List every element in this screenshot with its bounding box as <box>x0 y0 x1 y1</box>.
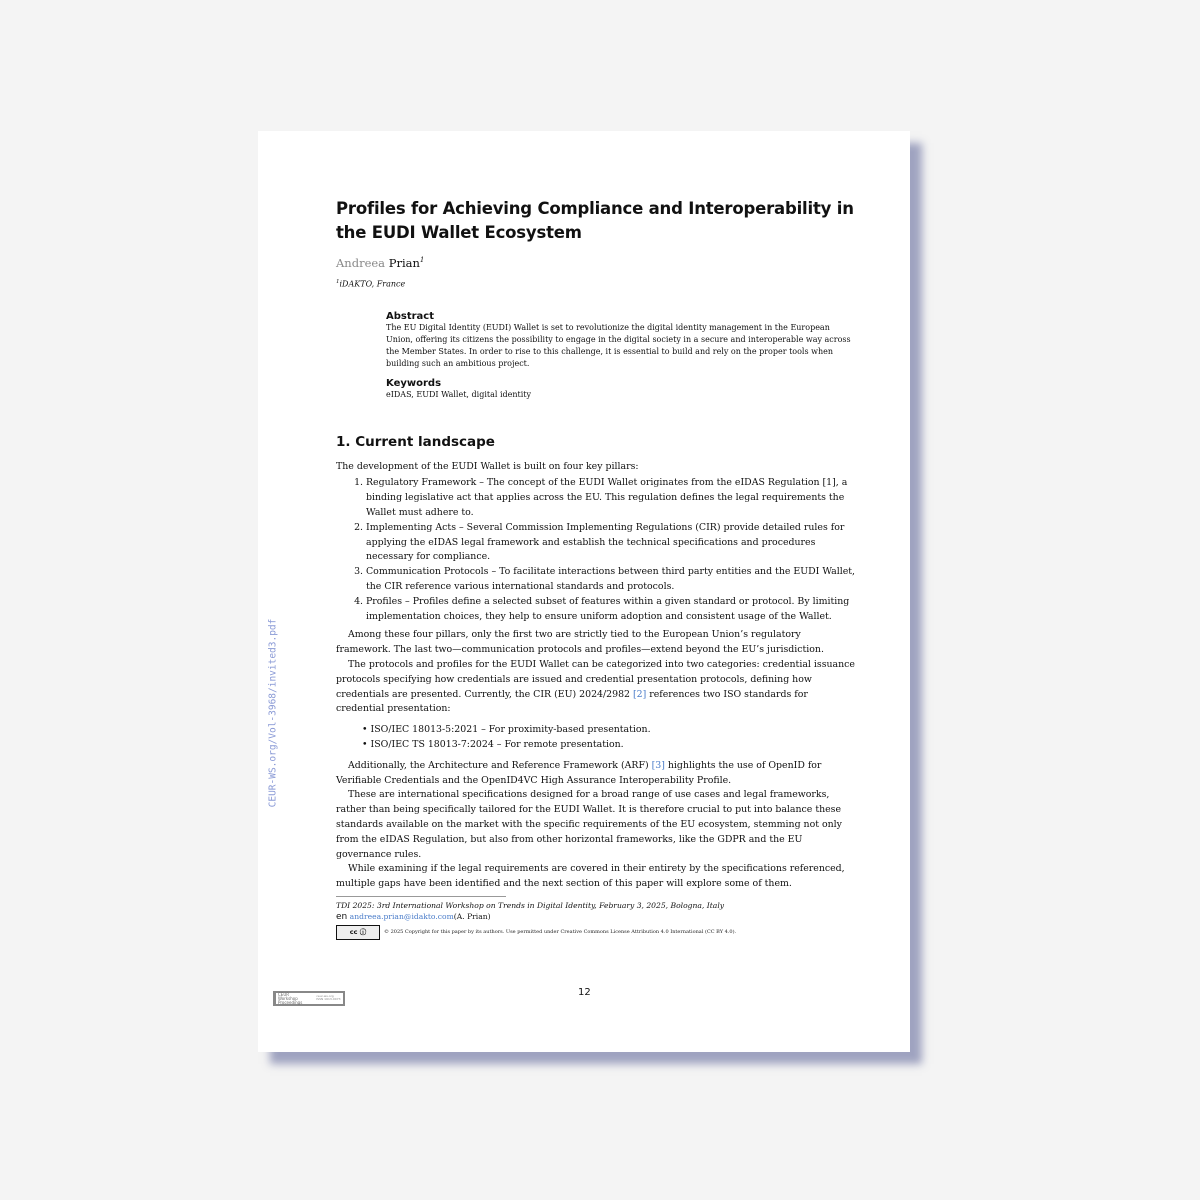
list-item: 1. Regulatory Framework – The concept of the EUDI Wallet originates from the eIDAS Regulation [1], a binding legislative act that applies across the EU. This regulation defines the legal requirements the Wallet must adhere to. <box>366 476 856 520</box>
paragraph-text: Additionally, the Architecture and Reference Framework (ARF) <box>348 759 652 771</box>
ceur-logo-side <box>316 995 340 1001</box>
cc-license-icon: cc ⓘ <box>336 925 380 940</box>
email-mark: en <box>336 911 348 922</box>
section-body <box>336 460 856 892</box>
citation-link[interactable]: [3] <box>651 759 665 771</box>
section-heading: 1. Current landscape <box>336 433 495 450</box>
author-family-name: Prian <box>388 256 420 270</box>
list-item: 3. Communication Protocols – To facilitate interactions between third party entities and the EUDI Wallet, the CIR reference various international standards and protocols. <box>366 565 856 595</box>
pillars-list <box>336 476 856 624</box>
license-text: © 2025 Copyright for this paper by its authors. Use permitted under Creative Commons License Attribution 4.0 International (CC BY 4.0). <box>384 928 737 935</box>
list-item: • ISO/IEC TS 18013-7:2024 – For remote presentation. <box>362 738 856 753</box>
paragraph-international-specs: These are international specifications designed for a broad range of use cases and legal frameworks, rather than being specifically tailored for the EUDI Wallet. It is therefore crucial to put into balance these standards available on the market with the specific requirements of the EU ecosystem, stemming not only from the eIDAS Regulation, but also from other horizontal frameworks, like the GDPR and the EU governance rules. <box>336 789 842 860</box>
email-link[interactable]: andreea.prian@idakto.com <box>349 911 454 921</box>
standards-list <box>336 723 856 753</box>
list-item: 2. Implementing Acts – Several Commission Implementing Regulations (CIR) provide detailed rules for applying the eIDAS legal framework and establish the technical specifications and procedures necessary for compliance. <box>366 521 856 565</box>
title-line-1: Profiles for Achieving Compliance and Interoperability in <box>336 199 854 218</box>
keywords-heading: Keywords <box>386 377 442 389</box>
paragraph-text: The protocols and profiles for the EUDI Wallet can be categorized into two categories: credential issuance protocols specifying how credentials are issued and credential presentation protocols, defining how credentials are presented. Currently, the CIR (EU) 2024/2982 <box>336 659 855 700</box>
author-affil-mark: 1 <box>419 256 425 265</box>
citation-link[interactable]: [2] <box>633 688 647 700</box>
affiliation-text: iDAKTO, France <box>339 279 406 289</box>
paragraph-pillars-summary: Among these four pillars, only the first two are strictly tied to the European Union’s regulatory framework. The last two—communication protocols and profiles—extend beyond the EU’s jurisdiction. <box>336 629 824 656</box>
footnote-venue: TDI 2025: 3rd International Workshop on Trends in Digital Identity, February 3, 2025, Bologna, Italy <box>336 900 725 910</box>
title-line-2: the EUDI Wallet Ecosystem <box>336 223 582 242</box>
page-number: 12 <box>578 987 591 998</box>
footnote-block <box>336 900 856 940</box>
list-item: 4. Profiles – Profiles define a selected subset of features within a given standard or protocol. By limiting implementation choices, they help to ensure uniform adoption and consistent usage of the Wallet. <box>366 595 856 625</box>
license-row <box>336 925 856 940</box>
paragraph-text: highlights the use of OpenID for Verifiable Credentials and the OpenID4VC High Assurance Interoperability Profile. <box>336 759 822 786</box>
logo-line: ceur-ws.org <box>316 994 334 998</box>
ceur-logo <box>273 991 345 1006</box>
abstract-heading: Abstract <box>386 310 435 322</box>
ceur-logo-text <box>278 993 302 1006</box>
logo-line: Proceedings <box>278 1000 303 1006</box>
paragraph-protocol-categories <box>336 658 856 717</box>
author-line <box>336 256 856 270</box>
intro-paragraph: The development of the EUDI Wallet is built on four key pillars: <box>336 460 639 472</box>
logo-line: CEUR <box>278 992 290 997</box>
paper-content <box>336 197 856 940</box>
keywords-text: eIDAS, EUDI Wallet, digital identity <box>386 389 532 399</box>
logo-line: ISSN 1613-0073 <box>316 997 341 1001</box>
footnote-divider <box>336 896 506 897</box>
affiliation <box>336 279 856 289</box>
list-item: • ISO/IEC 18013-5:2021 – For proximity-based presentation. <box>362 723 856 738</box>
paragraph-arf <box>336 759 856 789</box>
paragraph-gaps: While examining if the legal requirements are covered in their entirety by the specifications referenced, multiple gaps have been identified and the next section of this paper will explore some of them. <box>336 863 845 890</box>
footnote-author: (A. Prian) <box>453 911 491 921</box>
author-given-name: Andreea <box>336 256 386 270</box>
footnote-contact <box>336 911 856 923</box>
abstract-text: The EU Digital Identity (EUDI) Wallet is set to revolutionize the digital identity management in the European Union, offering its citizens the possibility to engage in the digital society in a secure and interoperable way across the Member States. In order to rise to this challenge, it is essential to build and rely on the proper tools when building such an ambitious project. <box>386 322 851 368</box>
paragraph-text: references two ISO standards for credential presentation: <box>336 688 808 715</box>
abstract-block <box>386 311 856 400</box>
logo-line: Workshop <box>278 996 298 1002</box>
paper-title <box>336 197 856 245</box>
side-url-stamp <box>266 606 280 820</box>
affiliation-mark: 1 <box>336 279 340 285</box>
side-url-text: CEUR-WS.org/Vol-3968/invited3.pdf <box>267 618 279 808</box>
